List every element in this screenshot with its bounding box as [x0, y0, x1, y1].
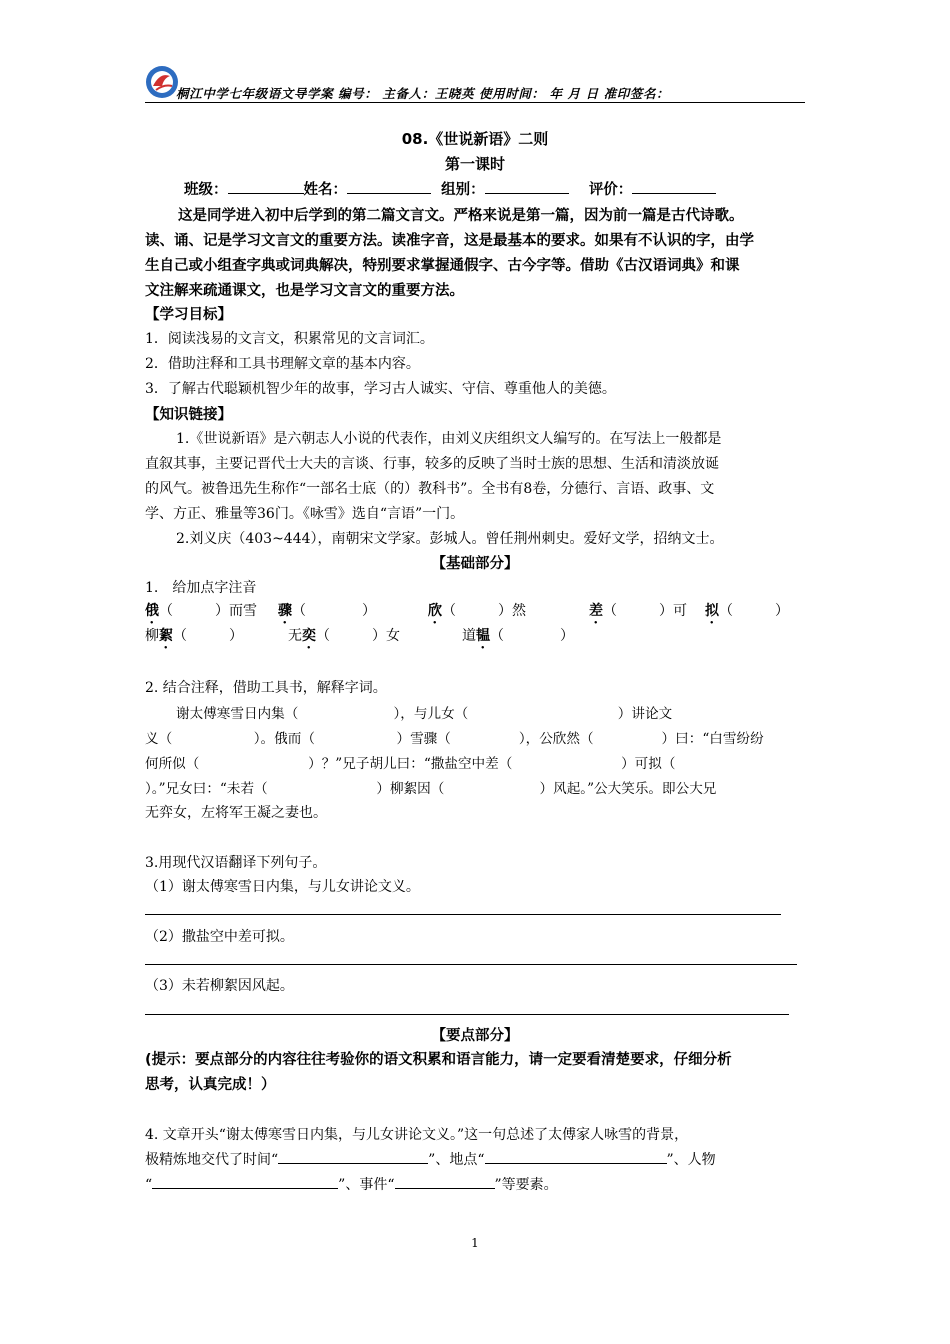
q3-item: （2）撒盐空中差可拟。: [145, 929, 294, 945]
key-tip-line: 思考，认真完成！）: [145, 1077, 276, 1093]
class-label: 班级：: [184, 182, 228, 198]
eval-label: 评价：: [588, 182, 633, 198]
q2-line: 谢太傅寒雪日内集（ ），与儿女（ ）讲论文: [176, 706, 673, 722]
group-field[interactable]: [485, 179, 569, 194]
goal-item: 2．借助注释和工具书理解文章的基本内容。: [145, 356, 420, 372]
q2-line: ）。”兄女曰：“未若（ ）柳絮因（ ）风起。”公大笑乐。即公大兄: [145, 781, 717, 797]
dotted-char: 欣: [428, 603, 442, 619]
time-blank[interactable]: [278, 1149, 428, 1164]
intro-line: 文注解来疏通课文，也是学习文言文的重要方法。: [145, 283, 464, 299]
header-divider: [145, 102, 805, 103]
q1-row1-item3: 欣（ ）然: [428, 603, 526, 619]
q1-row1-item2: 骤（ ）: [278, 603, 376, 619]
q3-label: 3.用现代汉语翻译下列句子。: [145, 855, 327, 871]
page-number: 1: [471, 1236, 479, 1250]
place-blank[interactable]: [485, 1149, 667, 1164]
dotted-char: 拟: [705, 603, 719, 619]
answer-line[interactable]: [145, 1014, 789, 1015]
q1-row1-item4: 差（ ）可: [589, 603, 687, 619]
knowledge-line: 直叙其事，主要记晋代士大夫的言谈、行事，较多的反映了当时士族的思想、生活和清淡放诞: [145, 456, 719, 472]
dotted-char: 俄: [145, 603, 159, 619]
q4-line: 极精炼地交代了时间“ ”、地点“ ”、人物: [145, 1149, 716, 1169]
knowledge-line: 2.刘义庆（403~444），南朝宋文学家。彭城人。曾任荆州刺史。爱好文学，招纳文士。: [176, 531, 724, 547]
page-title: 08.《世说新语》二则: [401, 130, 549, 148]
intro-line: 生自己或小组查字典或词典解决，特别要求掌握通假字、古今字等。借助《古汉语词典》和课: [145, 258, 740, 274]
q1-row2-item3: 道韫（ ）: [462, 628, 574, 644]
q2-line: 何所似（ ）？”兄子胡儿曰：“撒盐空中差（ ）可拟（: [145, 756, 676, 772]
q3-item: （1）谢太傅寒雪日内集，与儿女讲论文义。: [145, 879, 420, 895]
q1-row2-item2: 无奕（ ）女: [288, 628, 400, 644]
q1-label: 1. 给加点字注音: [145, 580, 257, 596]
goal-item: 1．阅读浅易的文言文，积累常见的文言词汇。: [145, 331, 434, 347]
goals-heading: 【学习目标】: [145, 307, 232, 323]
answer-line[interactable]: [145, 964, 797, 965]
people-blank[interactable]: [152, 1174, 338, 1189]
page-subtitle: 第一课时: [444, 155, 505, 173]
knowledge-heading: 【知识链接】: [145, 407, 232, 423]
header-school-info: 桐江中学七年级语文导学案 编号： 主备人：王晓英 使用时间： 年 月 日 准印签名：: [176, 86, 670, 101]
answer-line[interactable]: [145, 914, 781, 915]
school-logo: [144, 64, 180, 100]
eval-field[interactable]: [632, 179, 716, 194]
q2-line: 无弈女，左将军王凝之妻也。: [145, 805, 327, 821]
q1-row2-item1: 柳絮（ ）: [145, 628, 243, 644]
goal-item: 3．了解古代聪颖机智少年的故事，学习古人诚实、守信、尊重他人的美德。: [145, 381, 616, 397]
knowledge-line: 学、方正、雅量等36门。《咏雪》选自“言语”一门。: [145, 506, 465, 522]
dotted-char: 韫: [476, 628, 490, 644]
event-blank[interactable]: [395, 1174, 495, 1189]
q4-line: “ ”、事件“ ”等要素。: [145, 1174, 558, 1194]
dotted-char: 差: [589, 603, 603, 619]
dotted-char: 絮: [159, 628, 173, 644]
dotted-char: 奕: [302, 628, 316, 644]
q2-line: 义（ ）。俄而（ ）雪骤（ ），公欣然（ ）曰：“白雪纷纷: [145, 731, 764, 747]
group-label: 组别：: [441, 182, 485, 198]
basic-heading: 【基础部分】: [431, 556, 519, 572]
info-row: [184, 178, 716, 199]
key-heading: 【要点部分】: [431, 1028, 519, 1044]
intro-line: 这是同学进入初中后学到的第二篇文言文。严格来说是第一篇，因为前一篇是古代诗歌。: [178, 208, 744, 224]
q3-item: （3）未若柳絮因风起。: [145, 978, 294, 994]
q4-line: 4. 文章开头“谢太傅寒雪日内集，与儿女讲论文义。”这一句总述了太傅家人咏雪的背景，: [145, 1127, 689, 1143]
intro-line: 读、诵、记是学习文言文的重要方法。读准字音，这是最基本的要求。如果有不认识的字，由学: [145, 233, 754, 249]
q1-row1-item5: 拟（ ）: [705, 603, 789, 619]
dotted-char: 骤: [278, 603, 292, 619]
q2-label: 2. 结合注释，借助工具书，解释字词。: [145, 680, 387, 696]
knowledge-line: 1.《世说新语》是六朝志人小说的代表作，由刘义庆组织文人编写的。在写法上一般都是: [176, 431, 722, 447]
name-field[interactable]: [347, 179, 431, 194]
key-tip-line: (提示：要点部分的内容往往考验你的语文积累和语言能力，请一定要看清楚要求，仔细分析: [145, 1052, 732, 1068]
class-field[interactable]: [228, 179, 304, 194]
q1-row1-item1: 俄（ ）而雪: [145, 603, 257, 619]
knowledge-line: 的风气。被鲁迅先生称作“一部名士底（的）教科书”。全书有8卷，分德行、言语、政事、文: [145, 481, 715, 497]
name-label: 姓名：: [303, 182, 347, 198]
